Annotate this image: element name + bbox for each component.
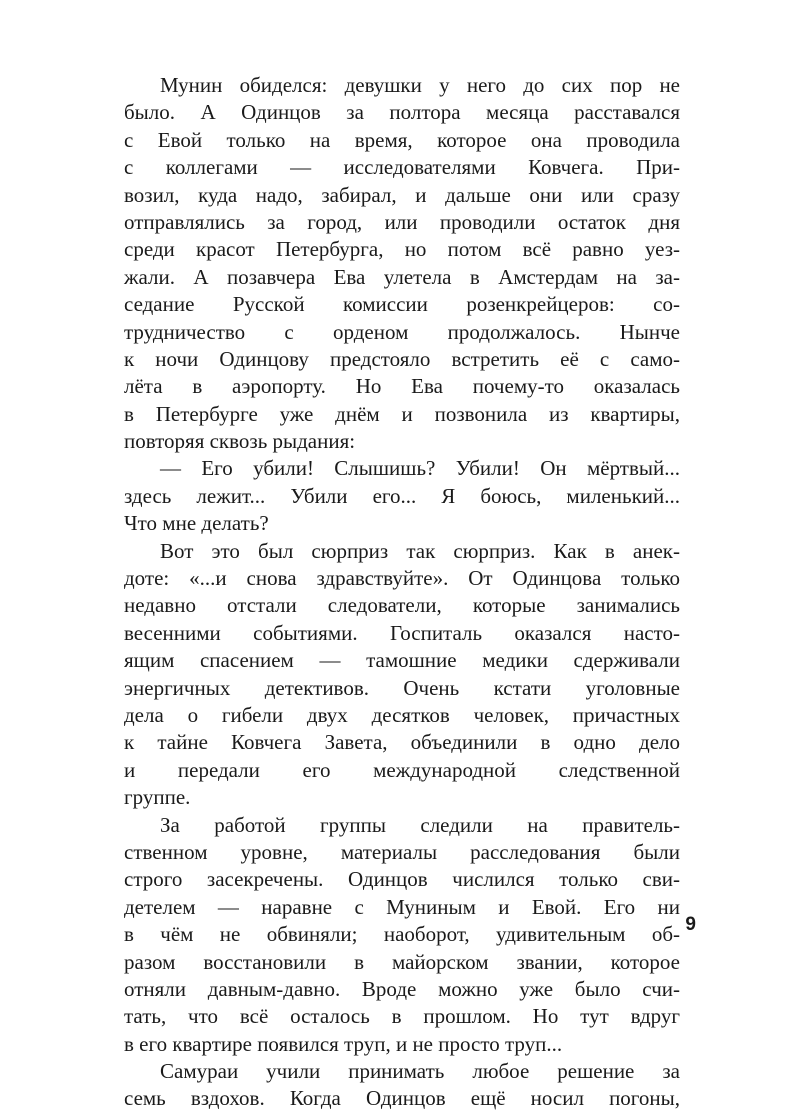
text-line: дела о гибели двух десятков человек, причастных bbox=[124, 702, 680, 727]
text-line: с коллегами — исследователями Ковчега. При- bbox=[124, 155, 680, 180]
text-line: с Евой только на время, которое она проводила bbox=[124, 127, 680, 152]
paragraph bbox=[124, 538, 680, 812]
paragraph bbox=[124, 1058, 680, 1113]
text-line: строго засекречены. Одинцов числился только сви- bbox=[124, 867, 680, 892]
text-line: было. А Одинцов за полтора месяца расставался bbox=[124, 100, 680, 125]
text-line: возил, куда надо, забирал, и дальше они или сразу bbox=[124, 182, 680, 207]
text-line: Вот это был сюрприз так сюрприз. Как в анек- bbox=[160, 538, 680, 563]
body-text bbox=[124, 72, 680, 1113]
text-line: группе. bbox=[124, 785, 191, 810]
text-line: среди красот Петербурга, но потом всё равно уез- bbox=[124, 237, 680, 262]
text-line: лёта в аэропорту. Но Ева почему-то оказалась bbox=[124, 374, 680, 399]
paragraph bbox=[124, 455, 680, 537]
text-line: детелем — наравне с Муниным и Евой. Его ни bbox=[124, 894, 680, 919]
text-line: седание Русской комиссии розенкрейцеров: со- bbox=[124, 292, 680, 317]
text-line: семь вздохов. Когда Одинцов ещё носил погоны, bbox=[124, 1086, 680, 1111]
text-line: доте: «...и снова здравствуйте». От Одинцова только bbox=[124, 566, 680, 591]
text-line: в Петербурге уже днём и позвонила из квартиры, bbox=[124, 401, 680, 426]
page-number: 9 bbox=[685, 914, 696, 935]
text-line: разом восстановили в майорском звании, которое bbox=[124, 949, 680, 974]
text-line: трудничество с орденом продолжалось. Нынче bbox=[124, 319, 680, 344]
text-line: в чём не обвиняли; наоборот, удивительным об- bbox=[124, 922, 680, 947]
text-line: к ночи Одинцову предстояло встретить её с само- bbox=[124, 346, 680, 371]
text-line: жали. А позавчера Ева улетела в Амстердам на за- bbox=[124, 264, 680, 289]
text-line: За работой группы следили на правитель- bbox=[160, 812, 680, 837]
text-line: тать, что всё осталось в прошлом. Но тут вдруг bbox=[124, 1004, 680, 1029]
text-line: недавно отстали следователи, которые занимались bbox=[124, 593, 680, 618]
text-line: отняли давным-давно. Вроде можно уже было счи- bbox=[124, 976, 680, 1001]
text-line: весенними событиями. Госпиталь оказался насто- bbox=[124, 620, 680, 645]
text-line: Мунин обиделся: девушки у него до сих пор не bbox=[160, 73, 680, 97]
text-line: и передали его международной следственной bbox=[124, 757, 680, 782]
text-line: отправлялись за город, или проводили остаток дня bbox=[124, 209, 680, 234]
text-line: Самураи учили принимать любое решение за bbox=[160, 1059, 680, 1084]
text-line: ящим спасением — тамошние медики сдерживали bbox=[124, 648, 680, 673]
text-line: Что мне делать? bbox=[124, 511, 269, 536]
paragraph bbox=[124, 812, 680, 1059]
text-line: ственном уровне, материалы расследования были bbox=[124, 839, 680, 864]
text-line: здесь лежит... Убили его... Я боюсь, миленький... bbox=[124, 483, 680, 508]
paragraph bbox=[124, 72, 680, 455]
text-line: повторяя сквозь рыдания: bbox=[124, 429, 356, 454]
text-line: к тайне Ковчега Завета, объединили в одно дело bbox=[124, 730, 680, 755]
text-line: энергичных детективов. Очень кстати уголовные bbox=[124, 675, 680, 700]
text-line: — Его убили! Слышишь? Убили! Он мёртвый... bbox=[160, 456, 680, 481]
text-line: в его квартире появился труп, и не просто труп... bbox=[124, 1031, 563, 1056]
